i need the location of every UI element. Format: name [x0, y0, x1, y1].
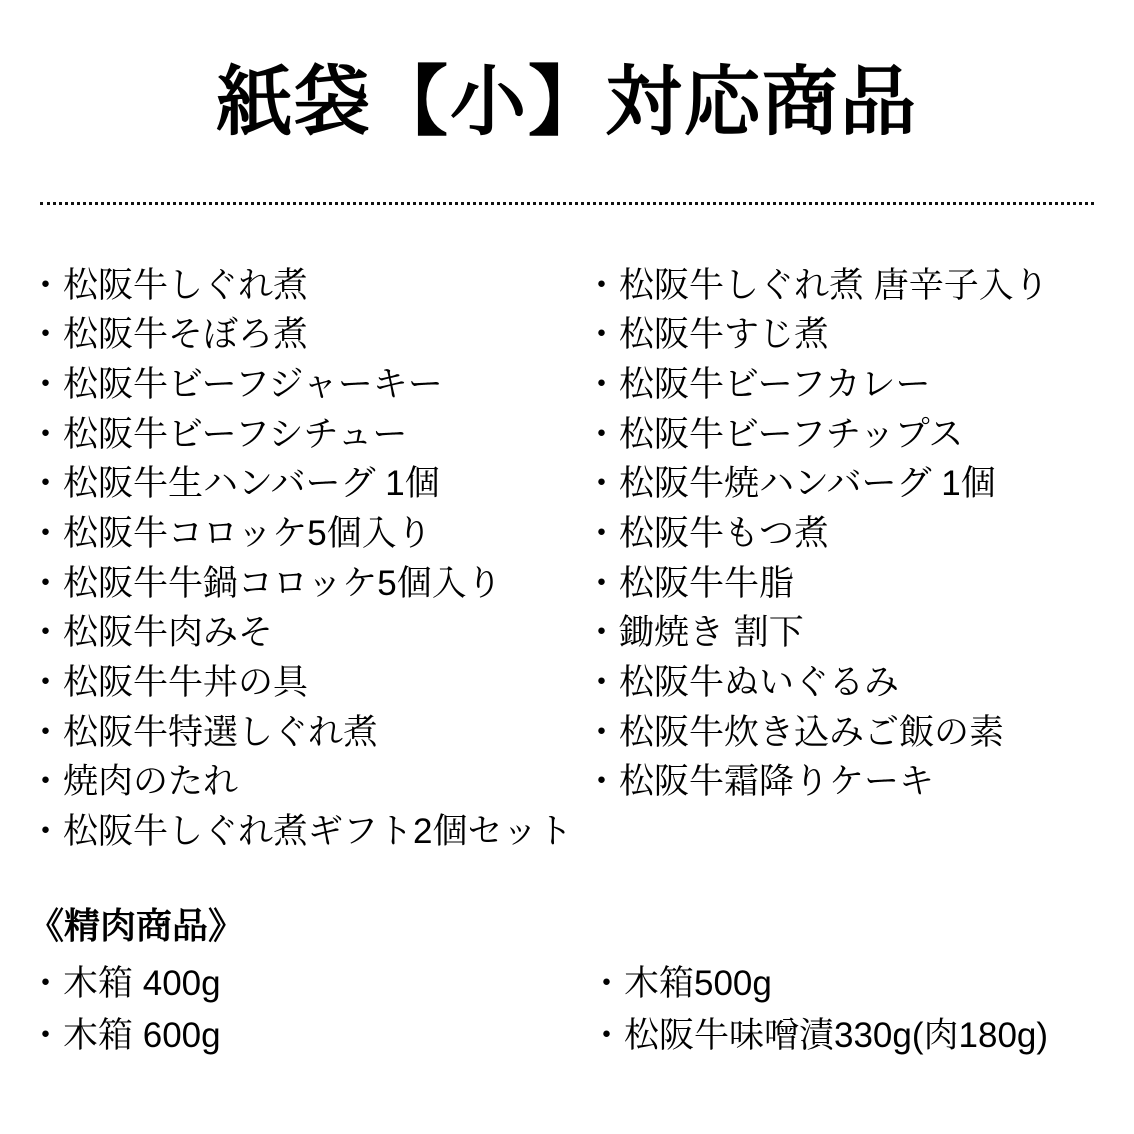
list-item: ・松阪牛特選しぐれ煮 [28, 712, 379, 752]
list-item: ・松阪牛しぐれ煮 唐辛子入り [584, 265, 1049, 305]
list-item: ・松阪牛しぐれ煮 [28, 265, 309, 305]
page-title: 紙袋【小】対応商品 [216, 61, 918, 145]
list-item: ・鋤焼き 割下 [584, 613, 804, 653]
meat-column-left [28, 958, 571, 1063]
list-item: ・松阪牛ビーフカレー [584, 364, 931, 404]
list-item: ・松阪牛霜降りケーキ [584, 762, 935, 802]
list-item: ・松阪牛もつ煮 [584, 514, 830, 554]
list-item: ・松阪牛牛脂 [584, 563, 795, 603]
dotted-divider [40, 202, 1094, 205]
product-column-right [566, 261, 1104, 857]
list-item: ・松阪牛味噌漬330g(肉180g) [589, 1016, 1049, 1056]
list-item: ・松阪牛すじ煮 [584, 315, 830, 355]
product-list [0, 261, 1134, 857]
list-item: ・松阪牛コロッケ5個入り [28, 514, 432, 554]
list-item: ・松阪牛ぬいぐるみ [584, 663, 900, 703]
list-item: ・松阪牛生ハンバーグ 1個 [28, 464, 440, 504]
product-column-left [28, 261, 573, 857]
list-item: ・松阪牛牛丼の具 [28, 663, 309, 703]
list-item: ・木箱 600g [28, 1016, 221, 1056]
list-item: ・松阪牛焼ハンバーグ 1個 [584, 464, 996, 504]
list-item: ・松阪牛牛鍋コロッケ5個入り [28, 563, 502, 603]
list-item: ・焼肉のたれ [28, 762, 239, 802]
list-item: ・松阪牛ビーフシチュー [28, 414, 408, 454]
list-item: ・松阪牛炊き込みご飯の素 [584, 712, 1005, 752]
meat-product-list [0, 958, 1134, 1063]
list-item: ・松阪牛ビーフチップス [584, 414, 964, 454]
list-item: ・木箱500g [589, 963, 772, 1003]
meat-column-right [571, 958, 1114, 1063]
list-item: ・松阪牛しぐれ煮ギフト2個セット [28, 812, 573, 852]
list-item: ・松阪牛ビーフジャーキー [28, 364, 443, 404]
list-item: ・松阪牛そぼろ煮 [28, 315, 309, 355]
list-item: ・松阪牛肉みそ [28, 613, 274, 653]
list-item: ・木箱 400g [28, 963, 221, 1003]
meat-section-heading: 《精肉商品》 [28, 904, 245, 946]
